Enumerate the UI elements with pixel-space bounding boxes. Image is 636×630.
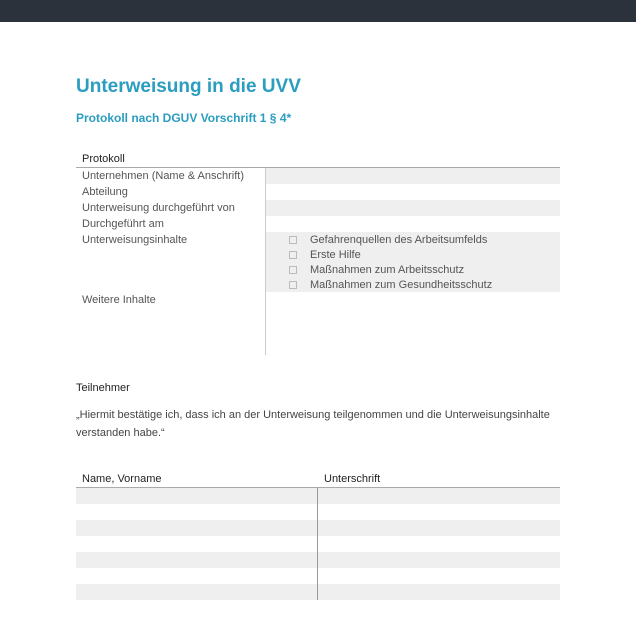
checklist-item[interactable] <box>289 263 464 278</box>
table-row[interactable] <box>76 568 560 584</box>
column-divider <box>317 488 318 600</box>
label-durchgefuehrt-von: Unterweisung durchgeführt von <box>82 202 235 214</box>
checklist-label: Erste Hilfe <box>310 249 361 261</box>
table-row[interactable] <box>76 584 560 600</box>
statement: „Hiermit bestätige ich, dass ich an der Unterweisung teilgenommen und die Unterweisungsinhalte verstanden habe.“ <box>76 409 550 439</box>
checklist-label: Gefahrenquellen des Arbeitsumfelds <box>310 234 488 246</box>
checklist-item[interactable] <box>289 233 487 248</box>
column-divider <box>265 168 266 355</box>
page-subtitle: Protokoll nach DGUV Vorschrift 1 § 4* <box>76 111 292 125</box>
table-row[interactable] <box>76 520 560 536</box>
checklist-label: Maßnahmen zum Gesundheitsschutz <box>310 279 493 291</box>
label-inhalte: Unterweisungsinhalte <box>82 234 188 246</box>
checkbox[interactable] <box>289 236 297 244</box>
column-signature: Unterschrift <box>324 473 381 485</box>
field-abteilung[interactable] <box>266 184 560 200</box>
field-durchgefuehrt-von[interactable] <box>266 200 560 216</box>
field-unternehmen[interactable] <box>266 168 560 184</box>
page-title: Unterweisung in die UVV <box>76 76 301 97</box>
table-row[interactable] <box>76 536 560 552</box>
label-unternehmen: Unternehmen (Name & Anschrift) <box>82 170 245 182</box>
field-datum[interactable] <box>266 216 560 232</box>
teilnehmer-heading: Teilnehmer <box>76 382 130 394</box>
protokoll-header: Protokoll <box>82 153 125 165</box>
column-name: Name, Vorname <box>82 473 162 485</box>
table-row[interactable] <box>76 504 560 520</box>
top-bar <box>0 0 636 22</box>
table-row[interactable] <box>76 552 560 568</box>
checkbox[interactable] <box>289 251 297 259</box>
label-datum: Durchgeführt am <box>82 218 164 230</box>
checkbox[interactable] <box>289 266 297 274</box>
checkbox[interactable] <box>289 281 297 289</box>
label-weitere-inhalte: Weitere Inhalte <box>82 294 156 306</box>
checklist-item[interactable] <box>289 248 361 263</box>
checklist-item[interactable] <box>289 278 492 293</box>
label-abteilung: Abteilung <box>82 186 128 198</box>
table-row[interactable] <box>76 488 560 504</box>
checklist-label: Maßnahmen zum Arbeitsschutz <box>310 264 465 276</box>
field-weitere-inhalte[interactable] <box>266 292 560 355</box>
